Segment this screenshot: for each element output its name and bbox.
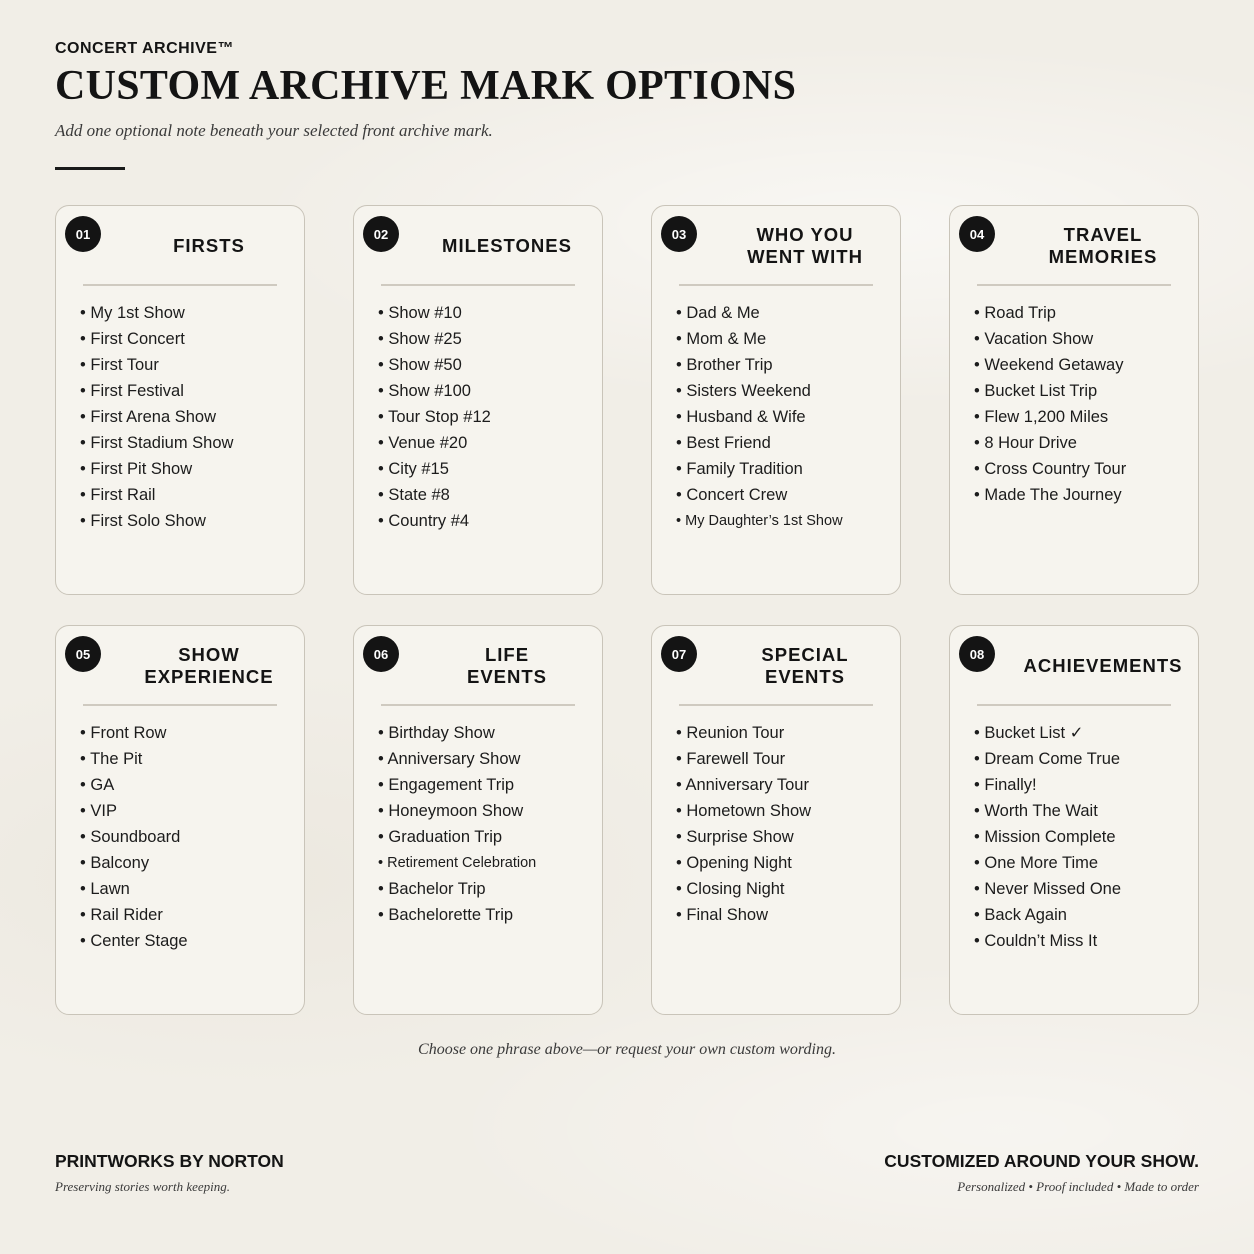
phrase-item: • Anniversary Show <box>378 746 536 772</box>
phrase-item: • Dream Come True <box>974 746 1121 772</box>
phrase-list <box>378 720 536 928</box>
page-subtitle: Add one optional note beneath your selected front archive mark. <box>55 121 493 140</box>
phrase-item: • Flew 1,200 Miles <box>974 404 1126 430</box>
phrase-item: • First Rail <box>80 482 233 508</box>
card-number-badge: 05 <box>65 636 101 672</box>
phrase-item: • Opening Night <box>676 850 811 876</box>
phrase-list <box>974 300 1126 508</box>
category-card <box>651 625 901 1015</box>
phrase-list <box>80 720 188 954</box>
phrase-item: • First Festival <box>80 378 233 404</box>
phrase-list <box>676 300 843 534</box>
footer-features: Personalized • Proof included • Made to order <box>957 1179 1199 1194</box>
card-divider <box>83 284 277 286</box>
footer-headline: CUSTOMIZED AROUND YOUR SHOW. <box>884 1151 1199 1171</box>
phrase-item: • Bachelor Trip <box>378 876 536 902</box>
phrase-item: • Never Missed One <box>974 876 1121 902</box>
phrase-item: • First Solo Show <box>80 508 233 534</box>
phrase-item: • Honeymoon Show <box>378 798 536 824</box>
phrase-item: • State #8 <box>378 482 491 508</box>
phrase-item: • Lawn <box>80 876 188 902</box>
card-divider <box>83 704 277 706</box>
phrase-item: • One More Time <box>974 850 1121 876</box>
footer-brand: PRINTWORKS BY NORTON <box>55 1151 284 1171</box>
phrase-item: • Venue #20 <box>378 430 491 456</box>
phrase-item: • Country #4 <box>378 508 491 534</box>
page-title: CUSTOM ARCHIVE MARK OPTIONS <box>55 63 797 109</box>
phrase-item: • Concert Crew <box>676 482 843 508</box>
card-divider <box>679 284 873 286</box>
card-title: FIRSTS <box>173 235 245 256</box>
phrase-item: • Final Show <box>676 902 811 928</box>
phrase-item: • VIP <box>80 798 188 824</box>
card-title: TRAVEL MEMORIES <box>1048 224 1158 267</box>
phrase-item: • Retirement Celebration <box>378 850 536 876</box>
brand-label: CONCERT ARCHIVE™ <box>55 40 234 57</box>
phrase-item: • Tour Stop #12 <box>378 404 491 430</box>
category-card <box>651 205 901 595</box>
footnote: Choose one phrase above—or request your own custom wording. <box>418 1041 836 1058</box>
phrase-item: • Couldn’t Miss It <box>974 928 1121 954</box>
phrase-item: • Husband & Wife <box>676 404 843 430</box>
phrase-item: • Anniversary Tour <box>676 772 811 798</box>
phrase-list <box>378 300 491 534</box>
card-title: ACHIEVEMENTS <box>1023 655 1183 676</box>
phrase-item: • First Tour <box>80 352 233 378</box>
phrase-item: • My Daughter’s 1st Show <box>676 508 843 534</box>
card-divider <box>977 284 1171 286</box>
phrase-item: • Mission Complete <box>974 824 1121 850</box>
phrase-item: • Soundboard <box>80 824 188 850</box>
footer-tagline: Preserving stories worth keeping. <box>55 1179 230 1194</box>
card-divider <box>977 704 1171 706</box>
card-number-badge: 04 <box>959 216 995 252</box>
phrase-item: • Center Stage <box>80 928 188 954</box>
phrase-item: • Sisters Weekend <box>676 378 843 404</box>
phrase-item: • My 1st Show <box>80 300 233 326</box>
phrase-item: • Show #10 <box>378 300 491 326</box>
phrase-list <box>80 300 233 534</box>
card-title: WHO YOU WENT WITH <box>747 224 863 267</box>
phrase-item: • Road Trip <box>974 300 1126 326</box>
phrase-item: • Birthday Show <box>378 720 536 746</box>
category-card <box>949 205 1199 595</box>
card-divider <box>381 704 575 706</box>
phrase-item: • Bucket List ✓ <box>974 720 1121 746</box>
card-title: SPECIAL EVENTS <box>761 644 849 687</box>
phrase-item: • Rail Rider <box>80 902 188 928</box>
phrase-item: • Cross Country Tour <box>974 456 1126 482</box>
phrase-item: • Reunion Tour <box>676 720 811 746</box>
phrase-item: • Vacation Show <box>974 326 1126 352</box>
category-card <box>949 625 1199 1015</box>
phrase-item: • Bachelorette Trip <box>378 902 536 928</box>
phrase-item: • First Stadium Show <box>80 430 233 456</box>
phrase-item: • GA <box>80 772 188 798</box>
category-card <box>55 625 305 1015</box>
card-divider <box>381 284 575 286</box>
card-title: LIFE EVENTS <box>466 644 548 687</box>
card-title: MILESTONES <box>442 235 572 256</box>
phrase-item: • First Concert <box>80 326 233 352</box>
phrase-item: • Dad & Me <box>676 300 843 326</box>
phrase-item: • Made The Journey <box>974 482 1126 508</box>
card-number-badge: 06 <box>363 636 399 672</box>
phrase-item: • City #15 <box>378 456 491 482</box>
card-number-badge: 01 <box>65 216 101 252</box>
phrase-item: • First Pit Show <box>80 456 233 482</box>
phrase-item: • Hometown Show <box>676 798 811 824</box>
phrase-item: • Finally! <box>974 772 1121 798</box>
phrase-item: • The Pit <box>80 746 188 772</box>
phrase-item: • Surprise Show <box>676 824 811 850</box>
phrase-item: • Balcony <box>80 850 188 876</box>
phrase-item: • Weekend Getaway <box>974 352 1126 378</box>
category-card <box>55 205 305 595</box>
phrase-item: • First Arena Show <box>80 404 233 430</box>
phrase-item: • Show #50 <box>378 352 491 378</box>
phrase-item: • Engagement Trip <box>378 772 536 798</box>
phrase-item: • Show #100 <box>378 378 491 404</box>
card-number-badge: 07 <box>661 636 697 672</box>
phrase-item: • Front Row <box>80 720 188 746</box>
phrase-list <box>676 720 811 928</box>
card-title: SHOW EXPERIENCE <box>144 644 274 687</box>
phrase-item: • Family Tradition <box>676 456 843 482</box>
phrase-item: • Mom & Me <box>676 326 843 352</box>
phrase-item: • Closing Night <box>676 876 811 902</box>
category-card <box>353 625 603 1015</box>
card-number-badge: 02 <box>363 216 399 252</box>
phrase-item: • Bucket List Trip <box>974 378 1126 404</box>
category-card <box>353 205 603 595</box>
phrase-item: • Graduation Trip <box>378 824 536 850</box>
phrase-item: • Back Again <box>974 902 1121 928</box>
phrase-item: • Brother Trip <box>676 352 843 378</box>
card-number-badge: 08 <box>959 636 995 672</box>
phrase-item: • Show #25 <box>378 326 491 352</box>
phrase-list <box>974 720 1121 954</box>
title-underline <box>55 167 125 170</box>
card-divider <box>679 704 873 706</box>
phrase-item: • Worth The Wait <box>974 798 1121 824</box>
phrase-item: • 8 Hour Drive <box>974 430 1126 456</box>
card-number-badge: 03 <box>661 216 697 252</box>
phrase-item: • Farewell Tour <box>676 746 811 772</box>
phrase-item: • Best Friend <box>676 430 843 456</box>
